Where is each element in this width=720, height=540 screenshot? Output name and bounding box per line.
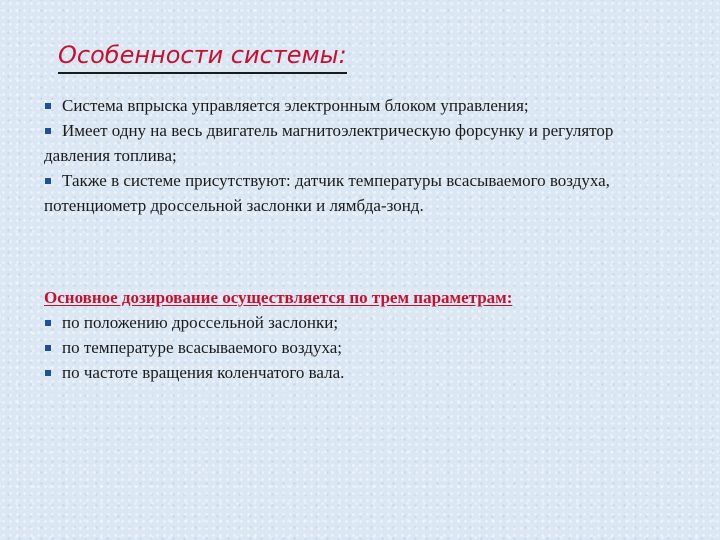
square-bullet-icon [45, 128, 51, 134]
feature-text: Также в системе присутствуют: датчик температуры всасываемого воздуха, потенциометр дроссельной заслонки и лямбда-зонд. [44, 171, 610, 215]
square-bullet-icon [45, 103, 51, 109]
param-text: по положению дроссельной заслонки; [62, 313, 339, 332]
param-text: по частоте вращения коленчатого вала. [62, 363, 345, 382]
feature-item [44, 93, 674, 118]
square-bullet-icon [45, 370, 51, 376]
square-bullet-icon [45, 345, 51, 351]
feature-text: Имеет одну на весь двигатель магнитоэлектрическую форсунку и регулятор давления топлива; [44, 121, 614, 165]
square-bullet-icon [45, 178, 51, 184]
slide-title: Особенности системы: [58, 38, 347, 74]
param-text: по температуре всасываемого воздуха; [62, 338, 342, 357]
param-item [44, 360, 674, 385]
param-item [44, 310, 674, 335]
square-bullet-icon [45, 320, 51, 326]
features-list [44, 93, 674, 218]
section-heading: Основное дозирование осуществляется по трем параметрам: [44, 288, 513, 307]
feature-item [44, 168, 674, 218]
param-item [44, 335, 674, 360]
feature-text: Система впрыска управляется электронным блоком управления; [62, 96, 529, 115]
dosing-section [44, 285, 674, 385]
feature-item [44, 118, 674, 168]
